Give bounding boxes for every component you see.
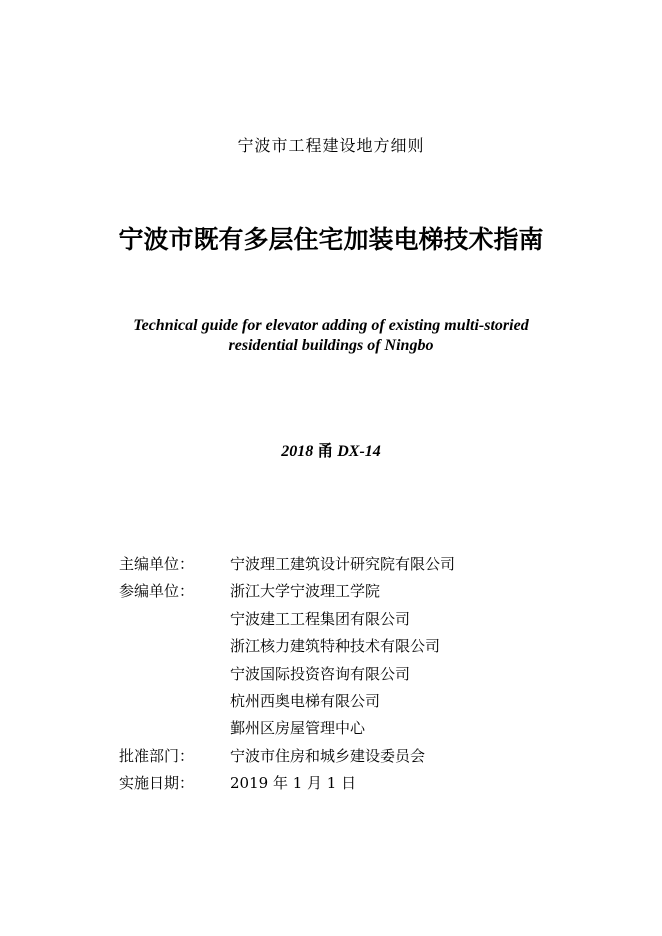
info-row-co-editor (119, 661, 599, 688)
info-label: 参编单位： (119, 582, 195, 601)
info-label (119, 688, 230, 715)
info-row-effective-date (119, 770, 599, 797)
info-label: 实施日期： (119, 774, 195, 793)
series-title: 宁波市工程建设地方细则 (237, 136, 425, 155)
info-label: 批准部门： (119, 746, 195, 765)
info-label (119, 661, 230, 688)
document-title-chinese: 宁波市既有多层住宅加装电梯技术指南 (118, 225, 544, 254)
code-number: DX-14 (337, 443, 381, 460)
info-label (119, 715, 230, 742)
info-value: 浙江大学宁波理工学院 (230, 582, 381, 601)
info-label: 主编单位： (119, 555, 195, 573)
info-value: 杭州西奥电梯有限公司 (230, 691, 381, 710)
publication-info (119, 551, 599, 798)
info-value: 宁波市住房和城乡建设委员会 (230, 746, 426, 765)
info-value: 2019 年 1 月 1 日 (230, 774, 357, 793)
info-value: 宁波国际投资咨询有限公司 (230, 664, 411, 683)
info-row-co-editor (119, 578, 599, 605)
info-label (119, 606, 230, 633)
info-row-chief-editor (119, 551, 599, 578)
standard-code (0, 438, 662, 461)
info-value: 宁波建工工程集团有限公司 (230, 609, 411, 628)
code-year: 2018 (281, 443, 314, 460)
info-value: 宁波理工建筑设计研究院有限公司 (230, 555, 456, 573)
info-value: 浙江核力建筑特种技术有限公司 (230, 637, 441, 656)
info-value: 鄞州区房屋管理中心 (230, 719, 366, 738)
english-title-line-2: residential buildings of Ningbo (228, 337, 434, 354)
info-row-approval-department (119, 743, 599, 770)
info-row-co-editor (119, 688, 599, 715)
english-title-line-1: Technical guide for elevator adding of existing multi-storied (133, 317, 529, 334)
info-row-co-editor (119, 606, 599, 633)
info-label (119, 633, 230, 660)
document-title-english (0, 316, 662, 356)
info-row-co-editor (119, 633, 599, 660)
info-row-co-editor (119, 715, 599, 742)
code-city: 甬 (317, 441, 334, 460)
